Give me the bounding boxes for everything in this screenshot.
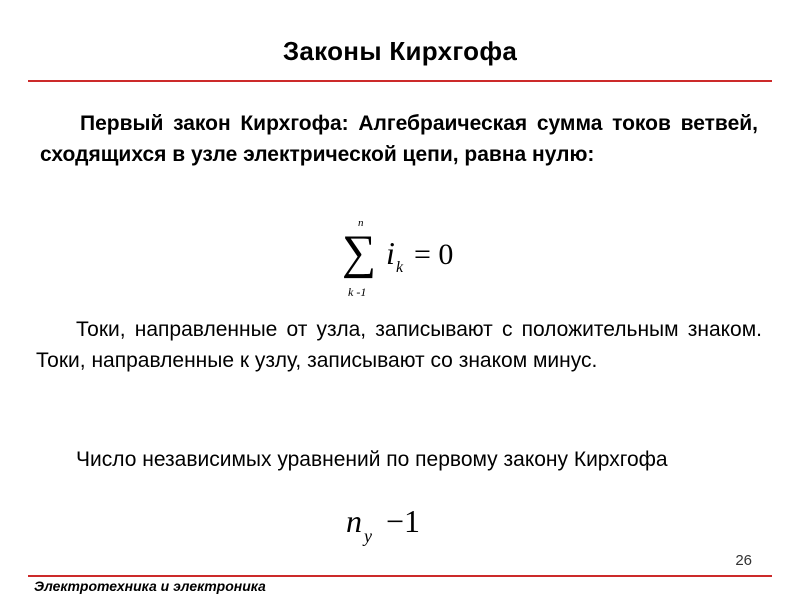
sum-term: i [386,235,395,271]
title-divider [28,80,772,82]
equation-count-formula [342,502,452,550]
footer-course-name: Электротехника и электроника [34,578,266,594]
sum-upper-limit: n [358,217,364,229]
kirchhoff-sum-formula [336,212,486,302]
formula-rest: −1 [386,503,421,539]
sum-term-subscript: k [396,259,404,276]
current-sign-paragraph: Токи, направленные от узла, записывают с положительным знаком. Токи, направленные к узлу, записывают со знаком минус. [36,318,762,372]
equation-count-paragraph: Число независимых уравнений по первому закону Кирхгофа [76,448,668,471]
footer-divider [28,575,772,577]
sum-lower-limit: k -1 [348,285,367,299]
page-number: 26 [735,552,752,569]
sum-symbol: ∑ [342,226,377,279]
formula-subscript: у [364,526,372,546]
formula-base: n [346,503,362,539]
sum-rhs: = 0 [414,238,454,271]
slide-title: Законы Кирхгофа [282,36,518,66]
law-statement: Первый закон Кирхгофа: Алгебраическая сумма токов ветвей, сходящихся в узле электрической цепи, равна нулю: [40,112,758,166]
